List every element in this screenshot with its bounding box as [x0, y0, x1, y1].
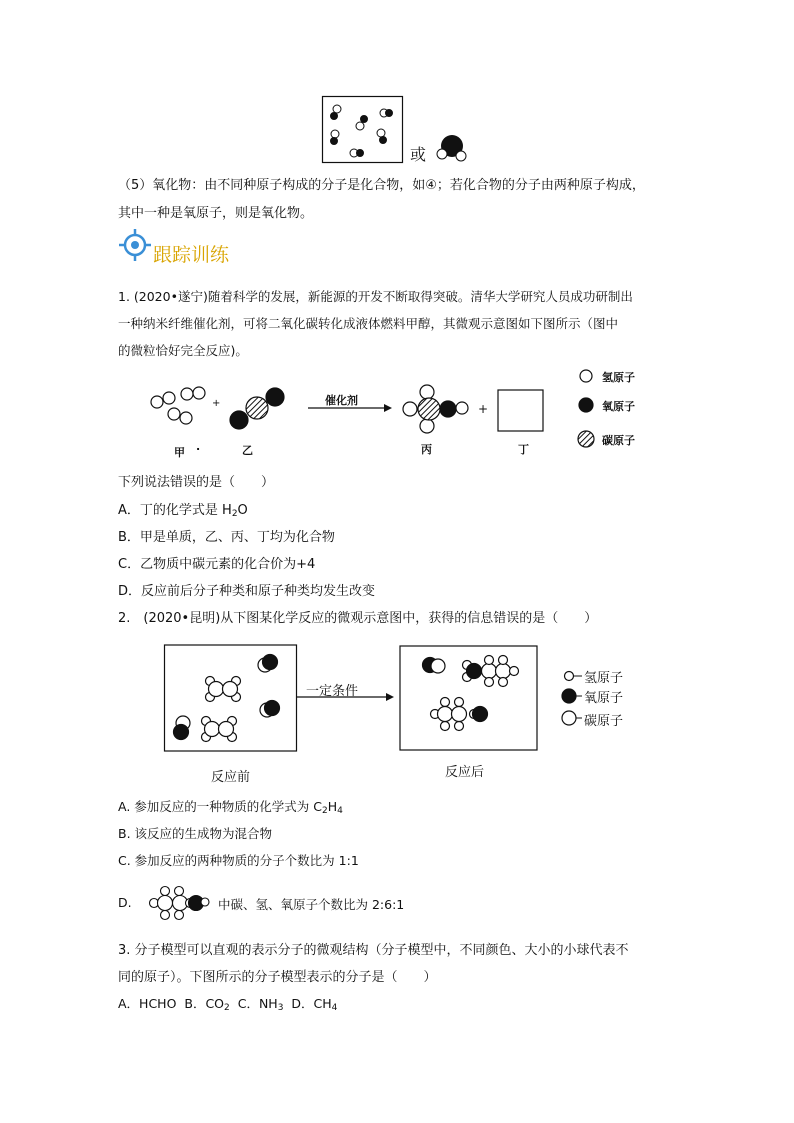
q1-plus-1: +: [212, 398, 221, 409]
q1-option-a-sub: 2: [231, 509, 238, 519]
q2-option-d-suffix: 中碳、氢、氧原子个数比为 2:6:1: [218, 897, 405, 912]
q2-option-d-prefix: D.: [118, 895, 132, 910]
q1-stem-line1: 1. (2020•遂宁)随着科学的发展，新能源的开发不断取得突破。清华大学研究人员成功研制出: [118, 289, 633, 304]
q1-label-jia-dot: .: [196, 440, 201, 453]
q1-reaction-diagram: [140, 362, 680, 464]
q1-legend-carbon: 碳原子: [602, 434, 635, 447]
q2-arrow-label: 一定条件: [306, 684, 359, 699]
q1-option-b: B．甲是单质，乙、丙、丁均为化合物: [118, 530, 335, 545]
q2-legend-carbon: 碳原子: [584, 714, 624, 729]
q3-opt-a: A．HCHO: [118, 996, 177, 1011]
q1-stem-line2: 一种纳米纤维催化剂，可将二氧化碳转化成液体燃料甲醇，其微观示意图如下图所示（图中: [118, 316, 619, 331]
q3-opt-c-sub: 3: [277, 1003, 284, 1013]
q2-reaction-diagram: [164, 644, 644, 754]
q2-option-a-mid: H: [327, 799, 338, 814]
q3-opt-d-sub: 4: [331, 1003, 338, 1013]
p5-line1: （5）氧化物：由不同种原子构成的分子是化合物，如④；若化合物的分子由两种原子构成，: [118, 178, 645, 193]
q1-stem-line3: 的微粒恰好完全反应)。: [118, 343, 248, 358]
q2-option-b: B. 该反应的生成物为混合物: [118, 826, 273, 841]
q1-label-jia: 甲: [174, 446, 185, 459]
q2-option-a-prefix: A. 参加反应的一种物质的化学式为 C: [118, 799, 322, 814]
q1-label-ding: 丁: [518, 443, 529, 456]
q1-option-a-prefix: A．丁的化学式是 H: [118, 503, 232, 518]
molecule-icon: [432, 132, 468, 164]
q2-label-after: 反应后: [445, 765, 485, 780]
q1-plus-2: +: [478, 402, 489, 416]
q2-label-before: 反应前: [211, 770, 251, 785]
or-label: 或: [410, 145, 427, 164]
q3-stem-line2: 同的原子）。下图所示的分子模型表示的分子是（ ）: [118, 970, 437, 985]
q3-opt-b: B．CO: [184, 996, 225, 1011]
q2-option-a-sub2: 4: [337, 806, 343, 816]
q1-option-a: [118, 499, 248, 519]
ethanol-molecule-icon: [144, 882, 216, 922]
q3-stem-line1: 3. 分子模型可以直观的表示分子的微观结构（分子模型中，不同颜色、大小的小球代表不: [118, 943, 629, 958]
section-title: 跟踪训练: [153, 244, 230, 266]
q3-opt-b-sub: 2: [224, 1003, 230, 1013]
mixture-box-diagram: [322, 96, 404, 164]
q2-option-a-sub1: 2: [321, 806, 328, 816]
q1-label-yi: 乙: [242, 444, 253, 457]
q2-stem: 2. (2020•昆明)从下图某化学反应的微观示意图中，获得的信息错误的是（ ）: [118, 611, 598, 626]
p5-line2: 其中一种是氧原子，则是氧化物。: [118, 206, 314, 221]
q1-option-c: C．乙物质中碳元素的化合价为+4: [118, 557, 316, 572]
q2-legend-oxygen: 氧原子: [584, 691, 624, 706]
target-icon: [118, 228, 152, 262]
q1-arrow-label: 催化剂: [325, 394, 358, 407]
q3-opt-d: D．CH: [291, 996, 332, 1011]
q1-option-a-suffix: O: [237, 503, 248, 518]
q2-option-c: C. 参加反应的两种物质的分子个数比为 1:1: [118, 853, 359, 868]
q1-option-d: D．反应前后分子种类和原子种类均发生改变: [118, 584, 376, 599]
q2-legend-hydrogen: 氢原子: [584, 671, 624, 686]
q2-option-a: [118, 797, 343, 816]
q1-label-bing: 丙: [421, 443, 432, 456]
q3-opt-c: C．NH: [237, 996, 278, 1011]
q1-legend-hydrogen: 氢原子: [602, 371, 635, 384]
q1-prompt: 下列说法错误的是（ ）: [118, 475, 275, 490]
q3-options: [118, 994, 337, 1013]
q1-legend-oxygen: 氧原子: [602, 400, 635, 413]
